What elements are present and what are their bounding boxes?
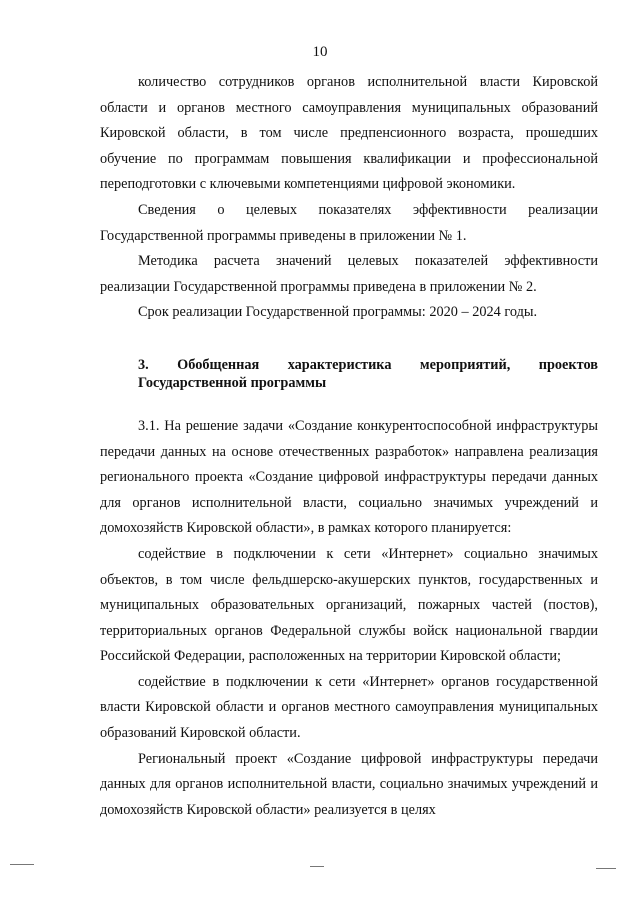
paragraph-internet-social-objects: содействие в подключении к сети «Интернет» социально значимых объектов, в том числе фельдшерско-акушерских пунктов, государственных и муниципальных образовательных организаций, пожарных частей (постов), территориальных органов Федеральной службы войск национальной гвардии Российской Федерации, расположенных на территории Кировской области; — [100, 545, 598, 665]
section-heading: 3. Обобщенная характеристика мероприятий, проектов Государственной программы — [138, 356, 598, 391]
page-number: 10 — [312, 44, 328, 60]
document-body — [100, 70, 598, 823]
paragraph-internet-authorities: содействие в подключении к сети «Интернет» органов государственной власти Кировской области и органов местного самоуправления муниципальных образований Кировской области. — [100, 673, 598, 742]
scan-mark-center — [310, 866, 324, 867]
paragraph-task-3-1: 3.1. На решение задачи «Создание конкурентоспособной инфраструктуры передачи данных на основе отечественных разработок» направлена реализация регионального проекта «Создание цифровой инфраструктуры передачи данных для органов исполнительной власти, социально значимых учреждений и домохозяйств Кировской области», в рамках которого планируется: — [100, 417, 598, 537]
paragraph-regional-project: Региональный проект «Создание цифровой инфраструктуры передачи данных для органов исполнительной власти, социально значимых учреждений и домохозяйств Кировской области» реализуется в целях — [100, 750, 598, 818]
scan-mark-left — [10, 864, 34, 865]
scan-mark-right — [596, 868, 616, 869]
paragraph-indicator-training: количество сотрудников органов исполнительной власти Кировской области и органов местного самоуправления муниципальных образований Кировской области, в том числе предпенсионного возраста, прошедших обучение по программам повышения квалификации и профессиональной переподготовки с ключевыми компетенциями цифровой экономики. — [100, 74, 598, 193]
paragraph-targets-appendix-1: Сведения о целевых показателях эффективности реализации Государственной программы приведены в приложении № 1. — [100, 201, 598, 244]
paragraph-methodology-appendix-2: Методика расчета значений целевых показателей эффективности реализации Государственной программы приведена в приложении № 2. — [100, 253, 598, 295]
paragraph-program-term: Срок реализации Государственной программы: 2020 – 2024 годы. — [138, 304, 538, 321]
